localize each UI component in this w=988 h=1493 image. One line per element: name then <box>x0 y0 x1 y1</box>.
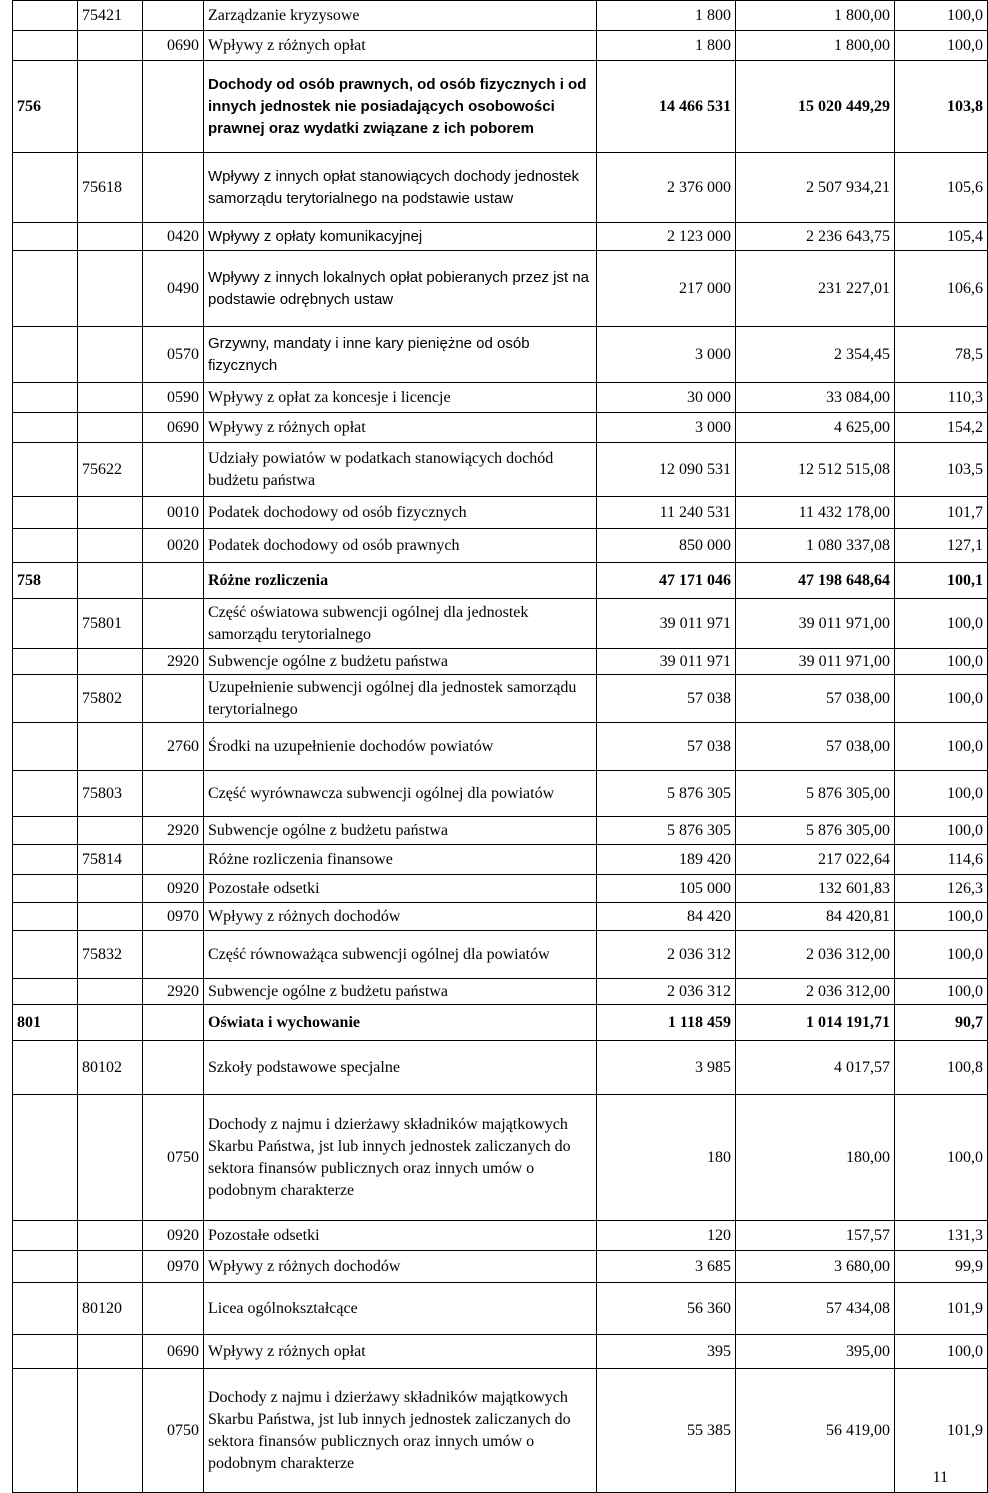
plan-cell: 39 011 971 <box>597 599 736 649</box>
plan-cell: 57 038 <box>597 675 736 723</box>
execution-cell: 12 512 515,08 <box>736 443 895 497</box>
paragraf-cell: 0490 <box>143 251 204 327</box>
table-row <box>13 675 988 723</box>
description-cell: Szkoły podstawowe specjalne <box>204 1041 597 1095</box>
percent-cell: 100,1 <box>895 563 988 599</box>
description-cell: Dochody od osób prawnych, od osób fizycznych i od innych jednostek nie posiadających osobowości prawnej oraz wydatki związane z ich poborem <box>204 61 597 153</box>
paragraf-cell: 0010 <box>143 497 204 529</box>
table-row <box>13 979 988 1005</box>
dzial-cell <box>13 413 78 443</box>
dzial-cell <box>13 675 78 723</box>
percent-cell: 101,9 <box>895 1369 988 1493</box>
table-row <box>13 61 988 153</box>
dzial-cell <box>13 383 78 413</box>
execution-cell: 1 800,00 <box>736 31 895 61</box>
description-cell: Wpływy z różnych opłat <box>204 31 597 61</box>
execution-cell: 56 419,00 <box>736 1369 895 1493</box>
rozdzial-cell <box>78 1221 143 1251</box>
description-cell: Wpływy z różnych dochodów <box>204 903 597 931</box>
description-cell: Część oświatowa subwencji ogólnej dla jednostek samorządu terytorialnego <box>204 599 597 649</box>
dzial-cell <box>13 1283 78 1335</box>
dzial-cell <box>13 1 78 31</box>
paragraf-cell: 0750 <box>143 1369 204 1493</box>
plan-cell: 105 000 <box>597 875 736 903</box>
plan-cell: 5 876 305 <box>597 817 736 845</box>
dzial-cell <box>13 817 78 845</box>
paragraf-cell <box>143 61 204 153</box>
paragraf-cell <box>143 443 204 497</box>
table-row <box>13 903 988 931</box>
description-cell: Różne rozliczenia finansowe <box>204 845 597 875</box>
plan-cell: 1 118 459 <box>597 1005 736 1041</box>
execution-cell: 47 198 648,64 <box>736 563 895 599</box>
rozdzial-cell <box>78 251 143 327</box>
rozdzial-cell: 75622 <box>78 443 143 497</box>
execution-cell: 1 800,00 <box>736 1 895 31</box>
paragraf-cell <box>143 771 204 817</box>
rozdzial-cell: 80120 <box>78 1283 143 1335</box>
percent-cell: 110,3 <box>895 383 988 413</box>
plan-cell: 57 038 <box>597 723 736 771</box>
percent-cell: 100,0 <box>895 931 988 979</box>
percent-cell: 127,1 <box>895 529 988 563</box>
paragraf-cell: 2920 <box>143 979 204 1005</box>
table-row <box>13 529 988 563</box>
rozdzial-cell <box>78 31 143 61</box>
dzial-cell <box>13 1095 78 1221</box>
plan-cell: 5 876 305 <box>597 771 736 817</box>
percent-cell: 131,3 <box>895 1221 988 1251</box>
paragraf-cell: 0420 <box>143 223 204 251</box>
description-cell: Subwencje ogólne z budżetu państwa <box>204 817 597 845</box>
execution-cell: 57 038,00 <box>736 723 895 771</box>
table-body <box>13 1 988 1493</box>
rozdzial-cell: 75802 <box>78 675 143 723</box>
percent-cell: 103,8 <box>895 61 988 153</box>
description-cell: Środki na uzupełnienie dochodów powiatów <box>204 723 597 771</box>
paragraf-cell <box>143 563 204 599</box>
table-row <box>13 153 988 223</box>
table-row <box>13 1369 988 1493</box>
description-cell: Uzupełnienie subwencji ogólnej dla jednostek samorządu terytorialnego <box>204 675 597 723</box>
plan-cell: 1 800 <box>597 1 736 31</box>
percent-cell: 100,0 <box>895 1 988 31</box>
paragraf-cell: 0570 <box>143 327 204 383</box>
dzial-cell <box>13 1221 78 1251</box>
description-cell: Pozostałe odsetki <box>204 1221 597 1251</box>
description-cell: Wpływy z innych lokalnych opłat pobieranych przez jst na podstawie odrębnych ustaw <box>204 251 597 327</box>
percent-cell: 154,2 <box>895 413 988 443</box>
dzial-cell <box>13 723 78 771</box>
description-cell: Wpływy z innych opłat stanowiących dochody jednostek samorządu terytorialnego na podstawie ustaw <box>204 153 597 223</box>
percent-cell: 126,3 <box>895 875 988 903</box>
description-cell: Podatek dochodowy od osób fizycznych <box>204 497 597 529</box>
table-row <box>13 327 988 383</box>
paragraf-cell <box>143 675 204 723</box>
table-row <box>13 649 988 675</box>
execution-cell: 4 017,57 <box>736 1041 895 1095</box>
table-row <box>13 563 988 599</box>
table-row <box>13 845 988 875</box>
paragraf-cell <box>143 1283 204 1335</box>
execution-cell: 395,00 <box>736 1335 895 1369</box>
execution-cell: 2 236 643,75 <box>736 223 895 251</box>
plan-cell: 3 685 <box>597 1251 736 1283</box>
execution-cell: 2 036 312,00 <box>736 979 895 1005</box>
dzial-cell <box>13 979 78 1005</box>
description-cell: Wpływy z różnych opłat <box>204 413 597 443</box>
execution-cell: 2 507 934,21 <box>736 153 895 223</box>
percent-cell: 103,5 <box>895 443 988 497</box>
rozdzial-cell <box>78 383 143 413</box>
dzial-cell <box>13 1251 78 1283</box>
rozdzial-cell: 75618 <box>78 153 143 223</box>
description-cell: Subwencje ogólne z budżetu państwa <box>204 979 597 1005</box>
description-cell: Podatek dochodowy od osób prawnych <box>204 529 597 563</box>
table-row <box>13 771 988 817</box>
table-row <box>13 383 988 413</box>
execution-cell: 1 014 191,71 <box>736 1005 895 1041</box>
paragraf-cell <box>143 931 204 979</box>
description-cell: Wpływy z różnych dochodów <box>204 1251 597 1283</box>
description-cell: Grzywny, mandaty i inne kary pieniężne od osób fizycznych <box>204 327 597 383</box>
dzial-cell: 801 <box>13 1005 78 1041</box>
plan-cell: 120 <box>597 1221 736 1251</box>
rozdzial-cell <box>78 979 143 1005</box>
execution-cell: 5 876 305,00 <box>736 771 895 817</box>
table-row <box>13 599 988 649</box>
table-row <box>13 1335 988 1369</box>
rozdzial-cell <box>78 1251 143 1283</box>
plan-cell: 3 000 <box>597 413 736 443</box>
dzial-cell <box>13 251 78 327</box>
description-cell: Zarządzanie kryzysowe <box>204 1 597 31</box>
plan-cell: 55 385 <box>597 1369 736 1493</box>
percent-cell: 105,6 <box>895 153 988 223</box>
rozdzial-cell: 75801 <box>78 599 143 649</box>
description-cell: Licea ogólnokształcące <box>204 1283 597 1335</box>
table-row <box>13 931 988 979</box>
rozdzial-cell <box>78 413 143 443</box>
table-row <box>13 817 988 845</box>
dzial-cell <box>13 327 78 383</box>
rozdzial-cell <box>78 1095 143 1221</box>
plan-cell: 84 420 <box>597 903 736 931</box>
paragraf-cell <box>143 845 204 875</box>
plan-cell: 3 985 <box>597 1041 736 1095</box>
rozdzial-cell: 75832 <box>78 931 143 979</box>
dzial-cell <box>13 1335 78 1369</box>
plan-cell: 217 000 <box>597 251 736 327</box>
percent-cell: 100,0 <box>895 649 988 675</box>
plan-cell: 2 123 000 <box>597 223 736 251</box>
plan-cell: 2 036 312 <box>597 979 736 1005</box>
dzial-cell: 758 <box>13 563 78 599</box>
percent-cell: 101,7 <box>895 497 988 529</box>
execution-cell: 4 625,00 <box>736 413 895 443</box>
dzial-cell <box>13 845 78 875</box>
table-row <box>13 1041 988 1095</box>
execution-cell: 231 227,01 <box>736 251 895 327</box>
plan-cell: 2 376 000 <box>597 153 736 223</box>
table-row <box>13 251 988 327</box>
plan-cell: 56 360 <box>597 1283 736 1335</box>
percent-cell: 105,4 <box>895 223 988 251</box>
percent-cell: 106,6 <box>895 251 988 327</box>
percent-cell: 100,0 <box>895 979 988 1005</box>
execution-cell: 2 354,45 <box>736 327 895 383</box>
percent-cell: 99,9 <box>895 1251 988 1283</box>
table-row <box>13 413 988 443</box>
dzial-cell <box>13 875 78 903</box>
dzial-cell <box>13 649 78 675</box>
description-cell: Udziały powiatów w podatkach stanowiących dochód budżetu państwa <box>204 443 597 497</box>
dzial-cell <box>13 1369 78 1493</box>
paragraf-cell <box>143 1 204 31</box>
table-row <box>13 1005 988 1041</box>
plan-cell: 1 800 <box>597 31 736 61</box>
plan-cell: 12 090 531 <box>597 443 736 497</box>
description-cell: Subwencje ogólne z budżetu państwa <box>204 649 597 675</box>
paragraf-cell <box>143 1005 204 1041</box>
plan-cell: 30 000 <box>597 383 736 413</box>
description-cell: Wpływy z opłat za koncesje i licencje <box>204 383 597 413</box>
paragraf-cell: 0020 <box>143 529 204 563</box>
plan-cell: 189 420 <box>597 845 736 875</box>
execution-cell: 15 020 449,29 <box>736 61 895 153</box>
page-number: 11 <box>932 1469 948 1486</box>
table-row <box>13 31 988 61</box>
dzial-cell <box>13 223 78 251</box>
rozdzial-cell <box>78 497 143 529</box>
execution-cell: 39 011 971,00 <box>736 599 895 649</box>
paragraf-cell: 0970 <box>143 1251 204 1283</box>
percent-cell: 114,6 <box>895 845 988 875</box>
percent-cell: 100,0 <box>895 1095 988 1221</box>
description-cell: Część wyrównawcza subwencji ogólnej dla powiatów <box>204 771 597 817</box>
execution-cell: 1 080 337,08 <box>736 529 895 563</box>
percent-cell: 100,0 <box>895 903 988 931</box>
table-row <box>13 875 988 903</box>
plan-cell: 850 000 <box>597 529 736 563</box>
execution-cell: 217 022,64 <box>736 845 895 875</box>
execution-cell: 57 434,08 <box>736 1283 895 1335</box>
paragraf-cell: 2760 <box>143 723 204 771</box>
rozdzial-cell <box>78 223 143 251</box>
table-row <box>13 1 988 31</box>
table-row <box>13 223 988 251</box>
table-row <box>13 1095 988 1221</box>
table-row <box>13 1221 988 1251</box>
execution-cell: 57 038,00 <box>736 675 895 723</box>
execution-cell: 2 036 312,00 <box>736 931 895 979</box>
paragraf-cell <box>143 1041 204 1095</box>
rozdzial-cell <box>78 817 143 845</box>
plan-cell: 39 011 971 <box>597 649 736 675</box>
percent-cell: 100,0 <box>895 1335 988 1369</box>
table-row <box>13 497 988 529</box>
paragraf-cell: 2920 <box>143 817 204 845</box>
paragraf-cell: 0690 <box>143 413 204 443</box>
execution-cell: 33 084,00 <box>736 383 895 413</box>
dzial-cell <box>13 497 78 529</box>
execution-cell: 157,57 <box>736 1221 895 1251</box>
execution-cell: 180,00 <box>736 1095 895 1221</box>
paragraf-cell <box>143 153 204 223</box>
table-row <box>13 1283 988 1335</box>
plan-cell: 2 036 312 <box>597 931 736 979</box>
percent-cell: 100,8 <box>895 1041 988 1095</box>
dzial-cell <box>13 443 78 497</box>
plan-cell: 11 240 531 <box>597 497 736 529</box>
dzial-cell <box>13 529 78 563</box>
paragraf-cell: 0750 <box>143 1095 204 1221</box>
rozdzial-cell <box>78 327 143 383</box>
dzial-cell <box>13 931 78 979</box>
paragraf-cell: 2920 <box>143 649 204 675</box>
description-cell: Oświata i wychowanie <box>204 1005 597 1041</box>
plan-cell: 395 <box>597 1335 736 1369</box>
rozdzial-cell: 75814 <box>78 845 143 875</box>
rozdzial-cell <box>78 1005 143 1041</box>
percent-cell: 100,0 <box>895 31 988 61</box>
percent-cell: 90,7 <box>895 1005 988 1041</box>
percent-cell: 101,9 <box>895 1283 988 1335</box>
rozdzial-cell <box>78 903 143 931</box>
table-row <box>13 443 988 497</box>
rozdzial-cell <box>78 649 143 675</box>
plan-cell: 180 <box>597 1095 736 1221</box>
paragraf-cell: 0690 <box>143 1335 204 1369</box>
dzial-cell <box>13 153 78 223</box>
rozdzial-cell: 80102 <box>78 1041 143 1095</box>
description-cell: Wpływy z opłaty komunikacyjnej <box>204 223 597 251</box>
paragraf-cell: 0690 <box>143 31 204 61</box>
description-cell: Pozostałe odsetki <box>204 875 597 903</box>
plan-cell: 3 000 <box>597 327 736 383</box>
execution-cell: 5 876 305,00 <box>736 817 895 845</box>
paragraf-cell: 0970 <box>143 903 204 931</box>
description-cell: Część równoważąca subwencji ogólnej dla powiatów <box>204 931 597 979</box>
execution-cell: 39 011 971,00 <box>736 649 895 675</box>
percent-cell: 100,0 <box>895 817 988 845</box>
table-row <box>13 723 988 771</box>
plan-cell: 14 466 531 <box>597 61 736 153</box>
rozdzial-cell <box>78 1369 143 1493</box>
paragraf-cell <box>143 599 204 649</box>
percent-cell: 100,0 <box>895 771 988 817</box>
plan-cell: 47 171 046 <box>597 563 736 599</box>
rozdzial-cell <box>78 1335 143 1369</box>
execution-cell: 84 420,81 <box>736 903 895 931</box>
table-row <box>13 1251 988 1283</box>
rozdzial-cell: 75803 <box>78 771 143 817</box>
dzial-cell <box>13 903 78 931</box>
description-cell: Różne rozliczenia <box>204 563 597 599</box>
description-cell: Wpływy z różnych opłat <box>204 1335 597 1369</box>
paragraf-cell: 0590 <box>143 383 204 413</box>
percent-cell: 100,0 <box>895 723 988 771</box>
budget-income-table <box>12 0 988 1493</box>
description-cell: Dochody z najmu i dzierżawy składników majątkowych Skarbu Państwa, jst lub innych jednostek zaliczanych do sektora finansów publicznych oraz innych umów o podobnym charakterze <box>204 1095 597 1221</box>
dzial-cell <box>13 31 78 61</box>
percent-cell: 100,0 <box>895 675 988 723</box>
execution-cell: 11 432 178,00 <box>736 497 895 529</box>
rozdzial-cell <box>78 723 143 771</box>
dzial-cell <box>13 599 78 649</box>
paragraf-cell: 0920 <box>143 1221 204 1251</box>
rozdzial-cell <box>78 529 143 563</box>
paragraf-cell: 0920 <box>143 875 204 903</box>
rozdzial-cell: 75421 <box>78 1 143 31</box>
percent-cell: 100,0 <box>895 599 988 649</box>
percent-cell: 78,5 <box>895 327 988 383</box>
rozdzial-cell <box>78 61 143 153</box>
execution-cell: 3 680,00 <box>736 1251 895 1283</box>
dzial-cell <box>13 1041 78 1095</box>
execution-cell: 132 601,83 <box>736 875 895 903</box>
dzial-cell <box>13 771 78 817</box>
description-cell: Dochody z najmu i dzierżawy składników majątkowych Skarbu Państwa, jst lub innych jednostek zaliczanych do sektora finansów publicznych oraz innych umów o podobnym charakterze <box>204 1369 597 1493</box>
dzial-cell: 756 <box>13 61 78 153</box>
rozdzial-cell <box>78 875 143 903</box>
rozdzial-cell <box>78 563 143 599</box>
